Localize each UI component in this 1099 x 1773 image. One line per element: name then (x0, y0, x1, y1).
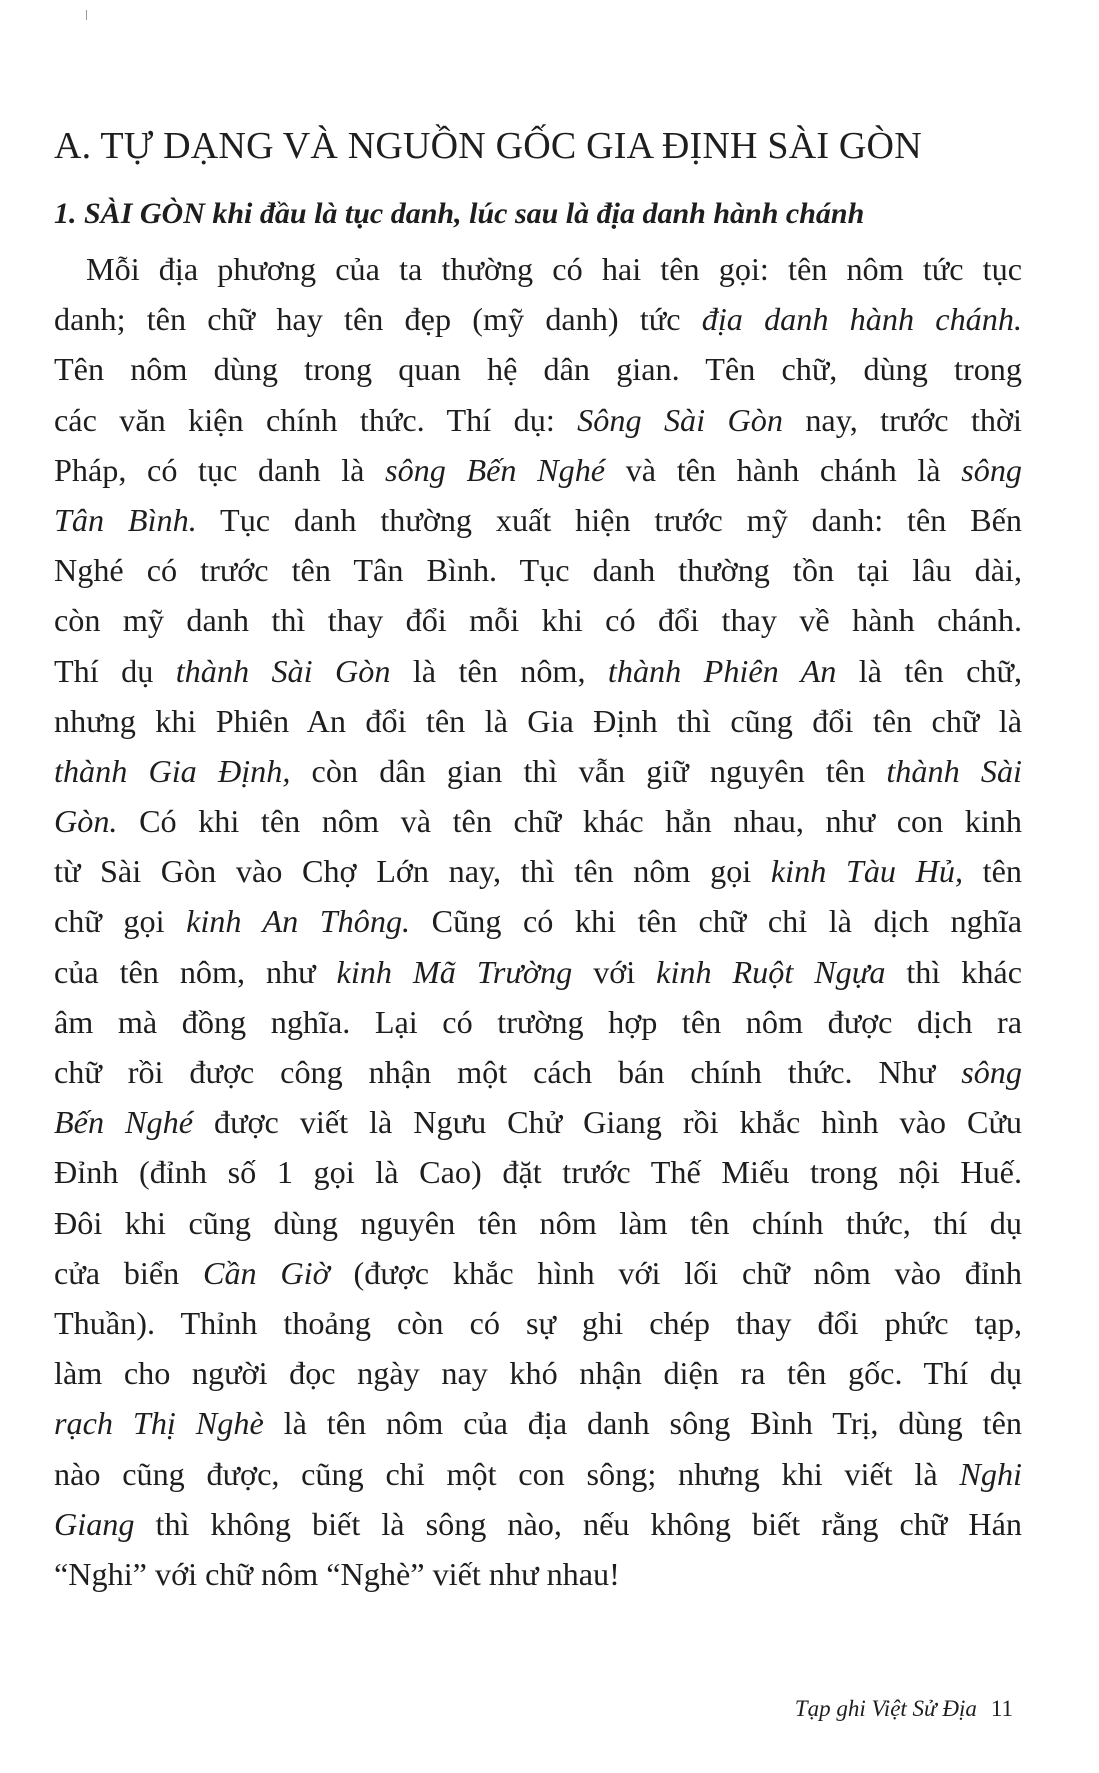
text-run: nay, trước thời (782, 401, 1022, 438)
text-run: Mỗi địa phương của ta thường có hai tên gọi: tên nôm tức tục (86, 251, 1022, 287)
text-run: làm cho người đọc ngày nay khó nhận diện ra tên gốc. Thí dụ (54, 1355, 1022, 1392)
text-run: Tên nôm dùng trong quan hệ dân gian. Tên chữ, dùng trong (54, 351, 1022, 388)
text-run: và tên hành chánh là (605, 451, 962, 488)
paragraph-line (54, 294, 1022, 344)
text-run: là tên chữ, (836, 652, 1022, 689)
italic-term: Bến Nghé (54, 1104, 193, 1141)
italic-term: Cần Giờ (202, 1254, 330, 1291)
italic-term: sông (961, 1054, 1022, 1090)
italic-term: thành Sài (886, 752, 1022, 789)
text-run: là tên nôm của địa danh sông Bình Trị, dùng tên (263, 1405, 1022, 1442)
text-run: cửa biển (54, 1254, 203, 1291)
italic-term: sông Bến Nghé (385, 451, 606, 488)
paragraph-line (54, 1549, 1022, 1599)
paragraph-line (54, 1449, 1022, 1499)
section-subheading: 1. SÀI GÒN khi đầu là tục danh, lúc sau là địa danh hành chánh (54, 197, 865, 230)
paragraph-line (54, 244, 1022, 294)
paragraph-line (54, 746, 1022, 796)
italic-term: kinh Tàu Hủ, (770, 853, 964, 890)
italic-term: Tân Bình. (54, 501, 197, 538)
paragraph-line (54, 595, 1022, 645)
text-run: Có khi tên nôm và tên chữ khác hẳn nhau, như con kinh (117, 803, 1022, 840)
paragraph-line (54, 1047, 1022, 1097)
text-run: Nghé có trước tên Tân Bình. Tục danh thường tồn tại lâu dài, (54, 552, 1022, 589)
paragraph-line (54, 796, 1022, 846)
paragraph-line (54, 395, 1022, 445)
paragraph-line (54, 896, 1022, 946)
paragraph-line (54, 997, 1022, 1047)
paragraph-line (54, 696, 1022, 746)
paragraph-line (54, 1147, 1022, 1197)
text-run: của tên nôm, như (54, 953, 337, 990)
italic-term: rạch Thị Nghè (54, 1405, 264, 1442)
italic-term: Giang (54, 1505, 135, 1542)
text-run: Tục danh thường xuất hiện trước mỹ danh: tên Bến (196, 501, 1022, 538)
italic-term: Nghi (959, 1455, 1022, 1492)
text-run: (được khắc hình với lối chữ nôm vào đỉnh (329, 1254, 1022, 1291)
text-run: “Nghi” với chữ nôm “Nghè” viết như nhau! (54, 1555, 620, 1592)
paragraph-line (54, 1499, 1022, 1549)
paragraph-line (54, 1348, 1022, 1398)
text-run: từ Sài Gòn vào Chợ Lớn nay, thì tên nôm gọi (54, 853, 771, 890)
body-paragraph (54, 244, 1022, 1599)
text-run: Pháp, có tục danh là (54, 451, 386, 488)
paragraph-line (54, 495, 1022, 545)
text-run: chữ rồi được công nhận một cách bán chính thức. Như (54, 1054, 962, 1090)
paragraph-line (54, 947, 1022, 997)
text-run: với (572, 953, 657, 990)
paragraph-line (54, 1398, 1022, 1448)
text-run: tên (963, 853, 1023, 890)
running-title: Tạp ghi Việt Sử Địa (794, 1696, 977, 1721)
paragraph-line (54, 1298, 1022, 1348)
paragraph-line (54, 545, 1022, 595)
text-run: âm mà đồng nghĩa. Lại có trường hợp tên nôm được dịch ra (54, 1003, 1022, 1040)
italic-term: thành Sài Gòn (175, 652, 391, 689)
paragraph-line (54, 646, 1022, 696)
italic-term: Gòn. (54, 803, 118, 840)
paragraph-line (54, 846, 1022, 896)
page-content (54, 122, 1022, 1599)
italic-term: địa danh hành chánh. (701, 301, 1022, 338)
text-run: các văn kiện chính thức. Thí dụ: (54, 401, 578, 438)
italic-term: Sông Sài Gòn (577, 401, 783, 438)
text-run: được viết là Ngưu Chử Giang rồi khắc hình vào Cửu (192, 1104, 1023, 1141)
text-run: Thuần). Thỉnh thoảng còn có sự ghi chép thay đổi phức tạp, (54, 1304, 1022, 1341)
italic-term: kinh An Thông. (186, 903, 411, 940)
italic-term: thành Phiên An (607, 652, 837, 689)
text-run: thì khác (885, 953, 1022, 990)
text-run: nào cũng được, cũng chỉ một con sông; nhưng khi viết là (54, 1455, 960, 1492)
text-run: còn mỹ danh thì thay đổi mỗi khi có đổi thay về hành chánh. (54, 602, 1022, 639)
text-run: Đôi khi cũng dùng nguyên tên nôm làm tên chính thức, thí dụ (54, 1204, 1022, 1241)
page-footer (795, 1696, 1013, 1722)
paragraph-line (54, 344, 1022, 394)
text-run: Đỉnh (đỉnh số 1 gọi là Cao) đặt trước Thế Miếu trong nội Huế. (54, 1154, 1022, 1191)
text-run: chữ gọi (54, 903, 187, 940)
paragraph-line (54, 1198, 1022, 1248)
section-heading: A. TỰ DẠNG VÀ NGUỒN GỐC GIA ĐỊNH SÀI GÒN (54, 125, 922, 167)
text-run: Cũng có khi tên chữ chỉ là dịch nghĩa (410, 903, 1022, 940)
paragraph-line (54, 1097, 1022, 1147)
text-run: nhưng khi Phiên An đổi tên là Gia Định thì cũng đổi tên chữ là (54, 702, 1022, 739)
page-number: 11 (990, 1696, 1013, 1721)
italic-term: thành Gia Định, (54, 752, 291, 789)
text-run: Thí dụ (54, 652, 176, 689)
italic-term: kinh Mã Trường (336, 953, 573, 990)
paragraph-line (54, 1248, 1022, 1298)
italic-term: sông (961, 451, 1023, 488)
text-run: còn dân gian thì vẫn giữ nguyên tên (290, 752, 887, 789)
text-run: thì không biết là sông nào, nếu không biết rằng chữ Hán (134, 1505, 1022, 1542)
text-run: danh; tên chữ hay tên đẹp (mỹ danh) tức (54, 301, 702, 338)
italic-term: kinh Ruột Ngựa (656, 953, 886, 990)
scan-mark (86, 10, 87, 20)
paragraph-line (54, 445, 1022, 495)
text-run: là tên nôm, (390, 652, 608, 689)
